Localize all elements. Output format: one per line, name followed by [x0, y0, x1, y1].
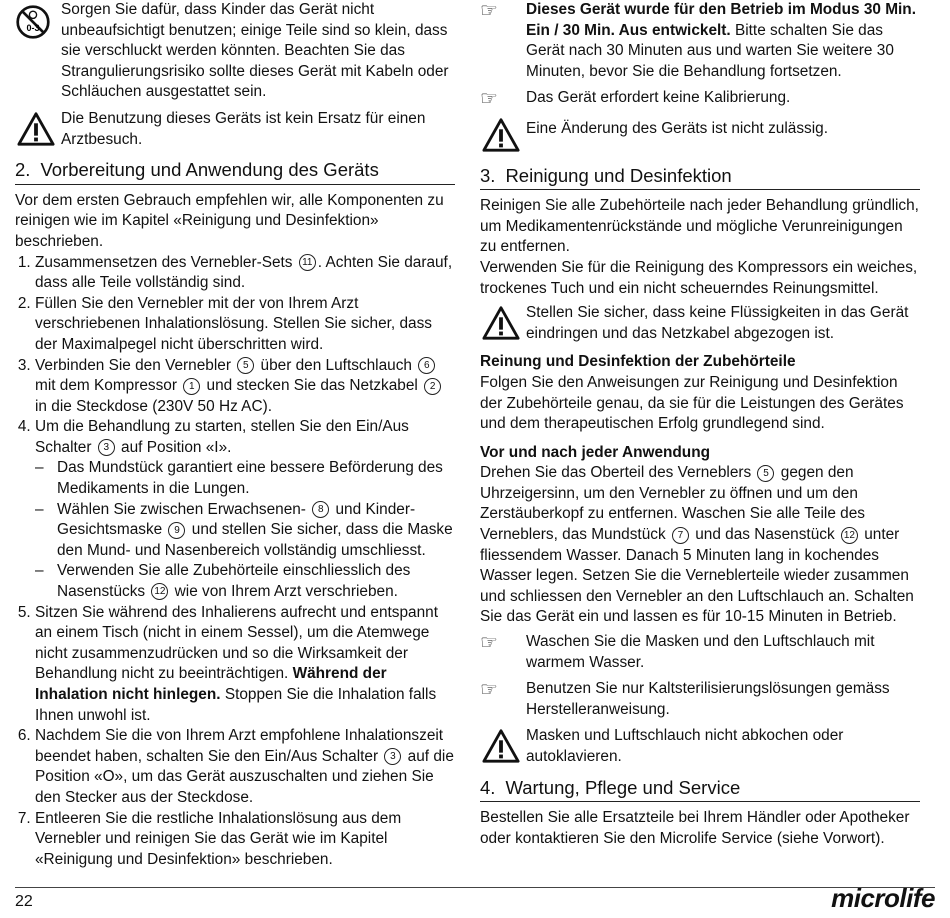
right-column: ☞ Dieses Gerät wurde für den Betrieb im Modus 30 Min. Ein / 30 Min. Aus entwickelt. Bitte schalten Sie das Gerät nach 30 Minuten aus und warten Sie weitere 30 Minuten, bevor Sie die Behandlung fortsetzen. ☞ Das Gerät erfordert keine Kalibrierung. Eine Änderung des Geräts ist nicht zulässig. 3. Reinigung und Desinfektion Reinigen Sie alle Zubehörteile nach jeder Behandlung gründlich, um Medikamentenrückstände und mögliche Verunreinigungen zu entfernen. Verwenden Sie für die Reinigung des Kompressors ein weiches, trockenes Tuch und ein nicht scheuerndes Reinungsmittel. Stellen Sie sicher, dass keine Flüssigkeiten in das Gerät eindringen und das Netzkabel abgezogen ist. Reinung und Desinfektion der Zubehörteile Folgen Sie den Anweisungen zur Reinigung und Desinfektion der Zubehörteile genau, da sie für die Leistungen des Gerätes und dem therapeutischen Erfolg grundlegend sind. Vor und nach jeder Anwendung Drehen Sie das Oberteil des Verneblers 5 gegen den Uhrzeigersinn, um den Vernebler zu öffnen und um den Zerstäuberkopf zu entfernen. Waschen Sie alle Teile des Verneblers, das Mundstück 7 und das Nasenstück 12 unter fliessendem Wasser. Danach 5 Minuten lang in kochendes Wasser legen. Setzen Sie die Verneblerteile wieder zusammen und schliessen den Vernebler an den Luftschlauch an. Schalten Sie das Gerät ein und lassen es für 10-15 Minuten in Betrieb. ☞ Waschen Sie die Masken und den Luftschlauch mit warmem Wasser. ☞ Benutzen Sie nur Kaltsterilisierungslösungen gemäss Herstelleranweisung. Masken und Luftschlauch nicht abkochen oder autoklavieren. 4. Wartung, Pflege und Service Bestellen Sie alle Ersatzteile bei Ihrem Händler oder Apotheker oder kontaktieren Sie den Microlife Service (siehe Vorwort).	[480, 0, 919, 847]
list-item: 3. Verbinden Sie den Vernebler 5 über den Luftschlauch 6 mit dem Kompressor 1 und stecken Sie das Netzkabel 2 in die Steckdose (230V 50 Hz AC).	[35, 356, 455, 418]
sub-list	[35, 458, 455, 602]
pointing-hand-icon: ☞	[480, 88, 498, 111]
warning-triangle-icon	[482, 728, 520, 764]
cleaning-paragraph: Drehen Sie das Oberteil des Verneblers 5 gegen den Uhrzeigersinn, um den Vernebler zu öffnen und um den Zerstäuberkopf zu entfernen. Waschen Sie alle Teile des Verneblers, das Mundstück 7 und das Nasenstück 12 unter fliessendem Wasser. Danach 5 Minuten lang in kochendes Wasser legen. Setzen Sie die Verneblerteile wieder zusammen und schliessen den Vernebler an den Luftschlauch an. Schalten Sie das Gerät ein und lassen es für 10-15 Minuten in Betrieb.	[480, 464, 914, 626]
warning-triangle-icon	[482, 305, 520, 341]
list-item: – Verwenden Sie alle Zubehörteile einschliesslich des Nasenstücks 12 wie von Ihrem Arzt verschrieben.	[35, 561, 455, 602]
steps-list	[15, 253, 455, 871]
list-item: 2. Füllen Sie den Vernebler mit der von Ihrem Arzt verschriebenen Inhalationslösung. Stellen Sie sicher, dass der Maximalpegel nicht überschritten wird.	[35, 294, 455, 356]
warning-triangle-icon	[17, 111, 55, 147]
section-4-heading: 4. Wartung, Pflege und Service	[480, 778, 920, 803]
liquid-warning: Stellen Sie sicher, dass keine Flüssigkeiten in das Gerät eindringen und das Netzkabel abgezogen ist.	[480, 303, 920, 344]
list-item: 6. Nachdem Sie die von Ihrem Arzt empfohlene Inhalationszeit beendet haben, schalten Sie den Ein/Aus Schalter 3 auf die Position «O», um das Gerät auszuschalten und ziehen Sie den Stecker aus der Steckdose.	[35, 726, 455, 808]
pointing-hand-icon: ☞	[480, 0, 498, 22]
list-item: 1. Zusammensetzen des Vernebler-Sets 11 . Achten Sie darauf, dass alle Teile vollständig sind.	[35, 253, 455, 294]
operation-hint-text: Dieses Gerät wurde für den Betrieb im Modus 30 Min. Ein / 30 Min. Aus entwickelt. Bitte schalten Sie das Gerät nach 30 Minuten aus und warten Sie weitere 30 Minuten, bevor Sie die Behandlung fortsetzen.	[526, 1, 916, 80]
child-warning	[15, 0, 455, 103]
sterilization-hint: ☞ Benutzen Sie nur Kaltsterilisierungslösungen gemäss Herstelleranweisung.	[480, 679, 890, 718]
list-item: 7. Entleeren Sie die restliche Inhalationslösung aus dem Vernebler und reinigen Sie das Gerät wie im Kapitel «Reinigung und Desinfektion» beschrieben.	[35, 809, 455, 871]
subheading-accessories: Reinung und Desinfektion der Zubehörteile	[480, 353, 796, 371]
list-item: – Das Mundstück garantiert eine bessere Beförderung des Medikaments in die Lungen.	[35, 458, 455, 499]
pointing-hand-icon: ☞	[480, 679, 498, 702]
operation-hint	[480, 0, 920, 82]
section-3-heading: 3. Reinigung und Desinfektion	[480, 166, 920, 191]
boil-warning: Masken und Luftschlauch nicht abkochen oder autoklavieren.	[480, 726, 920, 767]
subheading-before-after: Vor und nach jeder Anwendung	[480, 443, 711, 461]
child-warning-text: Sorgen Sie dafür, dass Kinder das Gerät nicht unbeaufsichtigt benutzen; einige Teile sind so klein, dass sie verschluckt werden könnten. Beachten Sie das Strangulierungsrisiko sollte dieses Gerät mit Kabeln oder Schläuchen ausgestattet sein.	[61, 1, 449, 101]
left-column	[15, 0, 455, 870]
no-children-0-3-icon	[15, 4, 51, 40]
mask-wash-hint: ☞ Waschen Sie die Masken und den Luftschlauch mit warmem Wasser.	[480, 632, 875, 671]
warning-triangle-icon	[482, 117, 520, 153]
page-number: 22	[15, 893, 33, 910]
svg-text:0-3: 0-3	[26, 23, 40, 33]
list-item: 4. Um die Behandlung zu starten, stellen Sie den Ein/Aus Schalter 3 auf Position «I». – Das Mundstück garantiert eine bessere Beförderung des Medikaments in die Lungen. – Wählen Sie zwischen Erwachsenen- 8 und Kinder-Gesichtsmaske 9 und stellen Sie sicher, dass die Maske den Mund- und Nasenbereich vollständig umschliesst. – Verwenden Sie alle Zubehörteile einschliesslich des Nasenstücks 12 wie von Ihrem Arzt verschrieben.	[35, 417, 455, 602]
list-item: – Wählen Sie zwischen Erwachsenen- 8 und Kinder-Gesichtsmaske 9 und stellen Sie sicher, dass die Maske den Mund- und Nasenbereich vollständig umschliesst.	[35, 500, 455, 562]
pointing-hand-icon: ☞	[480, 632, 498, 655]
section-2-heading: 2. Vorbereitung und Anwendung des Geräts	[15, 160, 455, 185]
modification-warning: Eine Änderung des Geräts ist nicht zulässig.	[480, 115, 920, 156]
doctor-warning	[15, 109, 455, 150]
brand-logo: microlife	[831, 883, 935, 913]
page-footer	[15, 883, 935, 918]
section-2-intro: Vor dem ersten Gebrauch empfehlen wir, alle Komponenten zu reinigen wie im Kapitel «Reinigung und Desinfektion» beschrieben.	[15, 191, 444, 250]
list-item: 5. Sitzen Sie während des Inhalierens aufrecht und entspannt an einem Tisch (nicht in einem Sessel), um die Atemwege nicht zusammenzudrücken und so die Wirksamkeit der Behandlung nicht zu beeinträchtigen. Während der Inhalation nicht hinlegen. Stoppen Sie die Inhalation falls Ihnen unwohl ist.	[35, 603, 455, 727]
doctor-warning-text: Die Benutzung dieses Geräts ist kein Ersatz für einen Arztbesuch.	[61, 109, 426, 148]
calibration-hint: ☞ Das Gerät erfordert keine Kalibrierung.	[480, 88, 791, 111]
